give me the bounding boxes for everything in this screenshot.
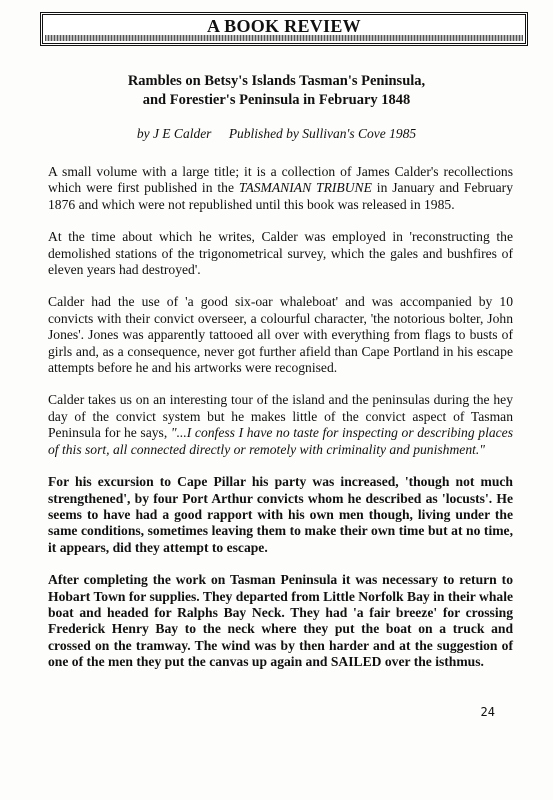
title-line-2: and Forestier's Peninsula in February 1848	[142, 92, 411, 108]
newspaper-title: TASMANIAN TRIBUNE	[238, 180, 372, 196]
paragraph-5: For his excursion to Cape Pillar his party was increased, 'though not much strengthened', by four Port Arthur convicts whom he described as 'locusts'. He seems to have had a good rapport with his own men though, living under the same conditions, sometimes leaving them to make their own time but at no time, it appears, did they attempt to escape.	[48, 474, 513, 555]
section-heading: A BOOK REVIEW	[207, 15, 361, 36]
paragraph-4-text: Calder takes us on an interesting tour of the island and the peninsulas during the hey day of the convict system but he makes little of the convict aspect of Tasman Peninsula for he says,	[48, 392, 513, 441]
paragraph-1	[48, 164, 513, 213]
calder-quote: "...I confess I have no taste for inspecting or describing places of this sort, all connected directly or remotely with criminality and punishment."	[48, 425, 513, 457]
paragraph-4	[48, 392, 513, 458]
paragraph-3: Calder had the use of 'a good six-oar whaleboat' and was accompanied by 10 convicts with their convict overseer, a colourful character, 'the notorious bolter, John Jones'. Jones was apparently tattooed all over with everything from flags to busts of girls and, as a consequence, never got further afield than Cape Portland in his escape attempts before he and his artworks were recognised.	[48, 294, 513, 376]
page-number: 24	[480, 705, 495, 719]
paragraph-1-text-b: in January and February 1876 and which were not republished until this book was released in 1985.	[48, 180, 513, 212]
title-line-1: Rambles on Betsy's Islands Tasman's Peninsula,	[127, 73, 426, 89]
author: by J E Calder	[136, 126, 212, 141]
paragraph-2: At the time about which he writes, Calder was employed in 'reconstructing the demolished stations of the trigonometrical survey, which the gales and bushfires of eleven years had destroyed'.	[48, 229, 513, 278]
byline	[0, 126, 553, 142]
header-banner	[40, 12, 528, 46]
paragraph-1-text-a: A small volume with a large title; it is a collection of James Calder's recollections which were first published in the	[48, 164, 513, 196]
paragraph-6: After completing the work on Tasman Peninsula it was necessary to return to Hobart Town for supplies. They departed from Little Norfolk Bay in their whale boat and headed for Ralphs Bay Neck. They had 'a fair breeze' for crossing Frederick Henry Bay to the neck where they put the boat on a truck and crossed on the tramway. The wind was by then harder and at the suggestion of one of the men they put the canvas up again and SAILED over the isthmus.	[48, 572, 513, 670]
review-body	[48, 164, 513, 687]
review-title	[0, 72, 553, 110]
publisher: Published by Sullivan's Cove 1985	[228, 126, 417, 141]
